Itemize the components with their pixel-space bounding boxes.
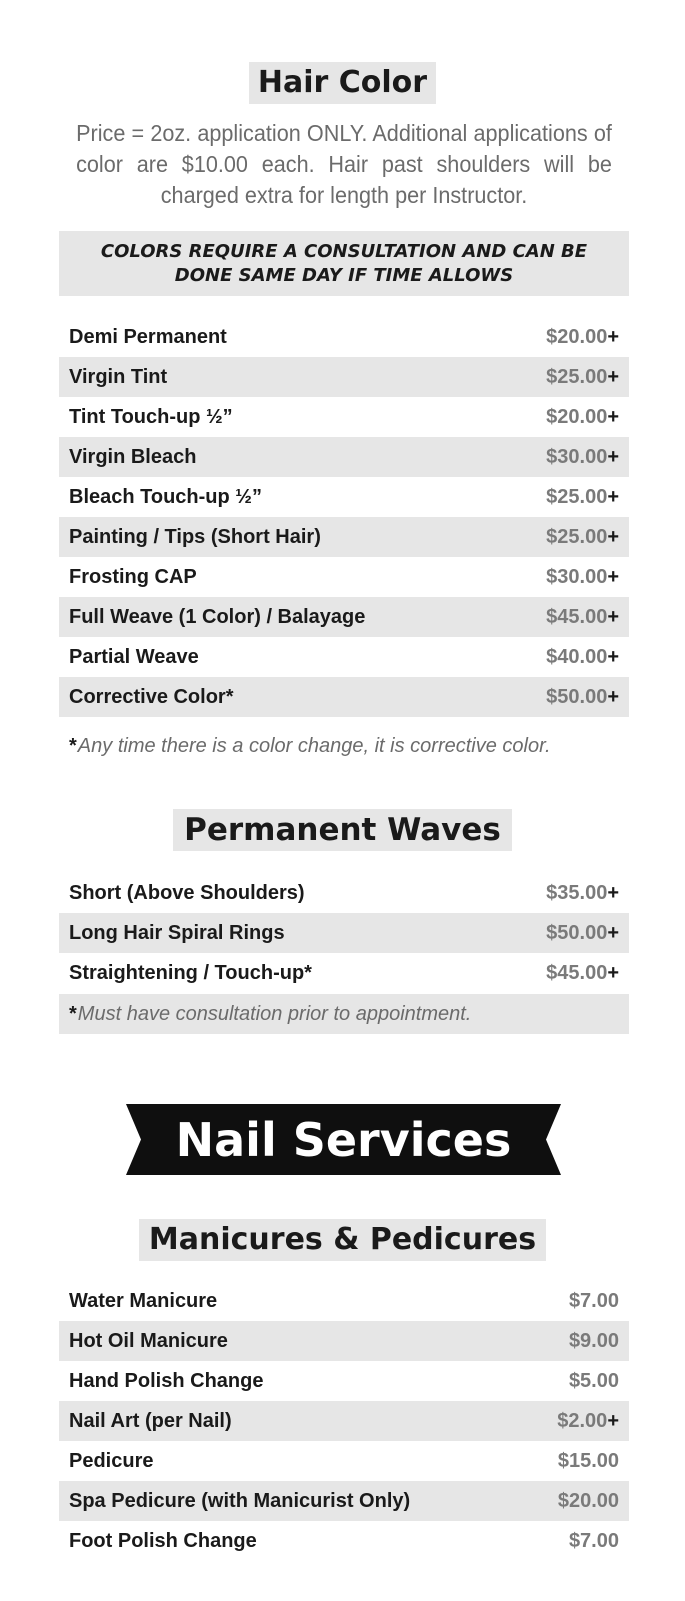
footnote-text: Must have consultation prior to appointment. [77, 1002, 472, 1025]
service-price: $50.00 [546, 921, 608, 944]
service-name: Full Weave (1 Color) / Balayage [69, 605, 366, 628]
service-name: Bleach Touch-up ½” [69, 485, 262, 508]
service-price: $25.00 [546, 365, 608, 388]
service-price: $25.00 [546, 525, 608, 548]
service-price-cell [569, 1530, 619, 1553]
permanent-waves-heading-wrap [0, 809, 685, 851]
price-plus: + [607, 605, 619, 628]
service-price: $30.00 [546, 565, 608, 588]
price-row [59, 953, 629, 993]
price-plus: + [607, 365, 619, 388]
manicures-price-list [59, 1281, 629, 1561]
price-plus: + [607, 1409, 619, 1432]
hair-color-heading: Hair Color [249, 62, 436, 104]
service-name: Corrective Color* [69, 685, 234, 708]
service-name: Pedicure [69, 1449, 154, 1472]
service-price-cell [557, 1410, 619, 1433]
price-row [59, 677, 629, 717]
price-plus: + [607, 685, 619, 708]
service-price: $35.00 [546, 881, 608, 904]
service-price-cell [569, 1370, 619, 1393]
service-price-cell [546, 366, 619, 389]
service-price-cell [546, 406, 619, 429]
service-name: Water Manicure [69, 1289, 218, 1312]
service-price: $40.00 [546, 645, 608, 668]
manicures-heading-wrap [0, 1219, 685, 1261]
service-price-cell [546, 566, 619, 589]
price-row [59, 1521, 629, 1561]
footnote-asterisk: * [69, 1002, 77, 1025]
hair-color-footnote [59, 726, 629, 766]
service-price: $20.00 [546, 405, 608, 428]
price-row [59, 597, 629, 637]
price-row [59, 357, 629, 397]
service-name: Frosting CAP [69, 565, 197, 588]
service-name: Tint Touch-up ½” [69, 405, 233, 428]
service-price-cell [546, 922, 619, 945]
service-name: Straightening / Touch-up* [69, 961, 312, 984]
price-row [59, 517, 629, 557]
service-price: $30.00 [546, 445, 608, 468]
service-price-cell [546, 446, 619, 469]
price-row [59, 557, 629, 597]
permanent-waves-price-list [59, 873, 629, 993]
service-price-cell [546, 486, 619, 509]
service-price-cell [546, 882, 619, 905]
hair-color-price-list [59, 317, 629, 717]
service-price: $7.00 [568, 1529, 619, 1552]
hair-color-heading-wrap [0, 62, 685, 104]
permanent-waves-footnote [59, 994, 629, 1034]
price-plus: + [607, 445, 619, 468]
price-plus: + [607, 881, 619, 904]
footnote-asterisk: * [69, 734, 77, 757]
service-price: $45.00 [546, 605, 608, 628]
service-price-cell [546, 326, 619, 349]
service-name: Foot Polish Change [69, 1529, 257, 1552]
consultation-line-1: COLORS REQUIRE A CONSULTATION AND CAN BE [100, 240, 588, 262]
price-row [59, 1481, 629, 1521]
service-price-cell [546, 962, 619, 985]
price-row [59, 477, 629, 517]
price-row [59, 1361, 629, 1401]
price-row [59, 637, 629, 677]
footnote-text: Any time there is a color change, it is corrective color. [77, 734, 551, 757]
service-price-cell [558, 1450, 619, 1473]
price-row [59, 1401, 629, 1441]
consultation-line-2: DONE SAME DAY IF TIME ALLOWS [174, 264, 514, 286]
price-plus: + [607, 645, 619, 668]
price-row [59, 1441, 629, 1481]
service-price-cell [546, 526, 619, 549]
price-plus: + [607, 961, 619, 984]
service-name: Painting / Tips (Short Hair) [69, 525, 321, 548]
service-price: $45.00 [546, 961, 608, 984]
service-price-cell [546, 646, 619, 669]
price-row [59, 1321, 629, 1361]
price-plus: + [607, 485, 619, 508]
service-price-cell [569, 1330, 619, 1353]
service-price-cell [558, 1490, 619, 1513]
price-row [59, 397, 629, 437]
price-plus: + [607, 565, 619, 588]
service-name: Nail Art (per Nail) [69, 1409, 232, 1432]
hair-color-intro: Price = 2oz. application ONLY. Additional applications of color are $10.00 each. Hair past shoulders will be charged extra for length per Instructor. [76, 120, 612, 208]
price-row [59, 913, 629, 953]
price-row [59, 873, 629, 913]
price-plus: + [607, 921, 619, 944]
service-price: $50.00 [546, 685, 608, 708]
nail-services-banner [123, 1104, 564, 1175]
permanent-waves-heading: Permanent Waves [173, 809, 512, 851]
price-row [59, 1281, 629, 1321]
price-plus: + [607, 405, 619, 428]
service-name: Virgin Tint [69, 365, 168, 388]
service-name: Demi Permanent [69, 325, 227, 348]
service-name: Spa Pedicure (with Manicurist Only) [69, 1489, 411, 1512]
service-price: $2.00 [557, 1409, 608, 1432]
price-row [59, 317, 629, 357]
consultation-banner [59, 231, 629, 296]
service-name: Long Hair Spiral Rings [69, 921, 285, 944]
price-plus: + [607, 525, 619, 548]
manicures-heading: Manicures & Pedicures [139, 1219, 546, 1261]
service-name: Virgin Bleach [69, 445, 197, 468]
service-name: Hand Polish Change [69, 1369, 264, 1392]
service-price-cell [546, 606, 619, 629]
service-price: $7.00 [568, 1289, 619, 1312]
nail-services-title: Nail Services [175, 1112, 512, 1167]
service-price: $15.00 [557, 1449, 619, 1472]
service-name: Partial Weave [69, 645, 199, 668]
service-price: $9.00 [568, 1329, 619, 1352]
service-price-cell [569, 1290, 619, 1313]
service-price: $20.00 [557, 1489, 619, 1512]
service-name: Short (Above Shoulders) [69, 881, 305, 904]
service-price: $25.00 [546, 485, 608, 508]
service-name: Hot Oil Manicure [69, 1329, 228, 1352]
price-plus: + [607, 325, 619, 348]
service-price: $20.00 [546, 325, 608, 348]
service-price-cell [546, 686, 619, 709]
price-row [59, 437, 629, 477]
service-price: $5.00 [568, 1369, 619, 1392]
